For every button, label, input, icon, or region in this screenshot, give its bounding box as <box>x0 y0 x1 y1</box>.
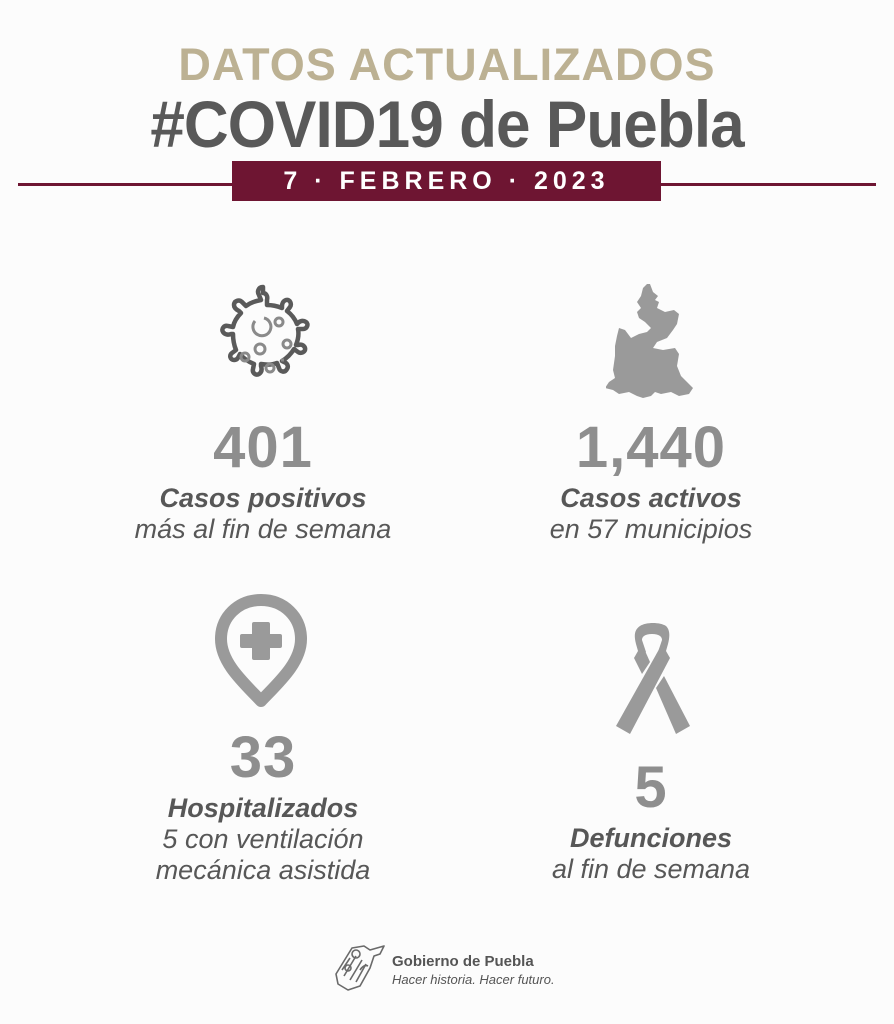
hospitalized-sub-line1: 5 con ventilación <box>162 824 364 854</box>
hospital-pin-icon <box>214 593 308 709</box>
deaths-label: Defunciones <box>569 823 733 853</box>
hospitalized-value: 33 <box>229 725 297 790</box>
hospitalized-label: Hospitalizados <box>167 793 359 823</box>
gobierno-puebla-logo-icon <box>330 940 390 992</box>
kicker-heading: DATOS ACTUALIZADOS <box>178 39 716 90</box>
page-title: #COVID19 de Puebla <box>150 87 744 161</box>
date-label: 7 · FEBRERO · 2023 <box>283 167 610 195</box>
positive-cases-label: Casos positivos <box>159 483 367 513</box>
active-cases-sub: en 57 municipios <box>549 514 753 544</box>
stat-deaths <box>451 755 851 885</box>
org-slogan: Hacer historia. Hacer futuro. <box>392 972 555 987</box>
puebla-map-icon <box>606 280 698 400</box>
org-name: Gobierno de Puebla <box>392 953 534 970</box>
stat-positive-cases <box>63 415 463 545</box>
stat-hospitalized <box>63 725 463 886</box>
active-cases-label: Casos activos <box>560 483 742 513</box>
positive-cases-sub: más al fin de semana <box>134 514 392 544</box>
date-banner <box>232 161 661 201</box>
virus-icon <box>203 281 323 395</box>
hospitalized-sub-line2: mecánica asistida <box>155 855 371 885</box>
deaths-value: 5 <box>634 755 668 820</box>
deaths-sub: al fin de semana <box>551 854 751 884</box>
positive-cases-value: 401 <box>213 415 313 480</box>
active-cases-value: 1,440 <box>575 415 727 480</box>
footer <box>330 938 590 998</box>
stat-active-cases <box>451 415 851 545</box>
ribbon-icon <box>612 622 692 740</box>
